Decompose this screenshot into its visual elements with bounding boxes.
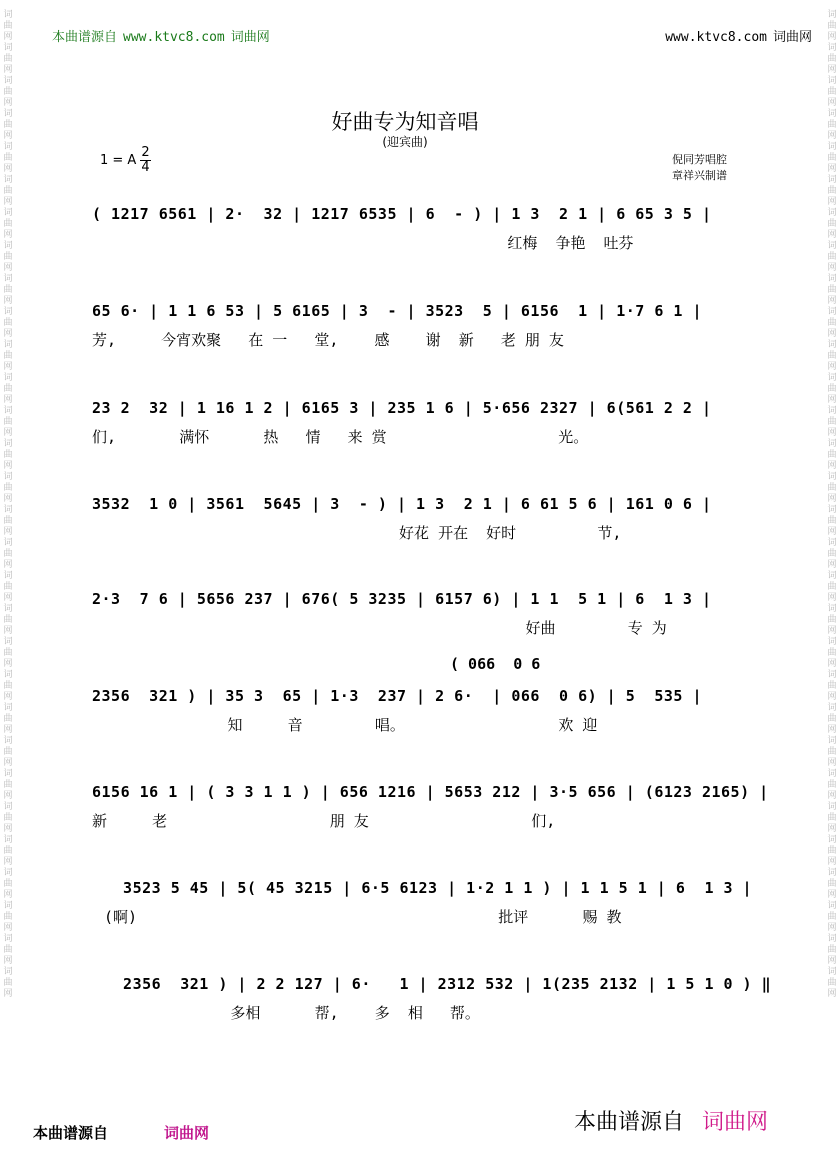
time-signature <box>140 146 150 175</box>
time-signature-top: 2 <box>141 145 150 160</box>
header-source-prefix: 本曲谱源自 <box>52 30 118 45</box>
footer-left-link[interactable]: 词曲网 <box>164 1124 210 1142</box>
credits <box>672 152 727 184</box>
key-label: 1 = A <box>100 153 137 168</box>
score-row <box>104 879 769 949</box>
notation-line: 2356 321 ) | 35 3 65 | 1·3 237 | 2 6· | 066 0 6) | 5 535 | <box>92 687 702 705</box>
score-row <box>92 399 757 469</box>
notation-line: 3532 1 0 | 3561 5645 | 3 - ) | 1 3 2 1 | 6 61 5 6 | 161 0 6 | <box>92 495 712 513</box>
song-title: 好曲专为知音唱 <box>331 110 479 134</box>
score-row <box>104 975 772 1045</box>
lyric-line: 好曲 专 为 <box>92 619 667 637</box>
score-row <box>92 495 757 565</box>
notation-line: 3523 5 45 | 5( 45 3215 | 6·5 6123 | 1·2 1 1 ) | 1 1 5 1 | 6 1 3 | <box>104 879 753 897</box>
notation-line: 65 6· | 1 1 6 53 | 5 6165 | 3 - | 3523 5 | 6156 1 | 1·7 6 1 | <box>92 302 702 320</box>
notation-line: 2·3 7 6 | 5656 237 | 676( 5 3235 | 6157 6) | 1 1 5 1 | 6 1 3 | <box>92 590 712 608</box>
lyric-line: 芳, 今宵欢聚 在 一 堂, 感 谢 新 老 朋 友 <box>92 331 564 349</box>
score-row <box>92 783 769 853</box>
footer-right-text: 本曲谱源自 <box>574 1110 685 1135</box>
footer-right-link[interactable]: 词曲网 <box>702 1110 769 1135</box>
watermark-left: 词曲网词曲网词曲网词曲网词曲网词曲网词曲网词曲网词曲网词曲网词曲网词曲网词曲网词曲网词曲网词曲网词曲网词曲网词曲网词曲网词曲网词曲网词曲网词曲网词曲网词曲网词曲网词曲网词曲网词曲网 <box>3 10 13 999</box>
score-row <box>92 302 757 372</box>
lyric-line: 新 老 朋 友 们, <box>92 812 556 830</box>
lyric-line: (啊) 批评 赐 教 <box>104 908 622 926</box>
score-row <box>92 590 757 660</box>
notation-line: 23 2 32 | 1 16 1 2 | 6165 3 | 235 1 6 | 5·656 2327 | 6(561 2 2 | <box>92 399 712 417</box>
lyric-line: 好花 开在 好时 节, <box>92 524 622 542</box>
credit-notation: 章祥兴制谱 <box>672 169 727 182</box>
score-row <box>92 205 757 275</box>
header-source <box>52 26 270 45</box>
score-row <box>92 687 757 757</box>
header-site-link <box>665 26 812 45</box>
header-right-url[interactable]: www.ktvc8.com <box>665 30 767 45</box>
header-source-url[interactable]: www.ktvc8.com <box>123 30 225 45</box>
watermark-right: 词曲网词曲网词曲网词曲网词曲网词曲网词曲网词曲网词曲网词曲网词曲网词曲网词曲网词曲网词曲网词曲网词曲网词曲网词曲网词曲网词曲网词曲网词曲网词曲网词曲网词曲网词曲网词曲网词曲网词曲网 <box>827 10 837 999</box>
lyric-line: 们, 满怀 热 情 来 赏 光。 <box>92 428 589 446</box>
header-right-site[interactable]: 词曲网 <box>772 30 812 45</box>
footer-right <box>574 1105 768 1136</box>
lyric-line: 红梅 争艳 吐芬 <box>92 234 634 252</box>
credit-singer: 倪同芳唱腔 <box>672 153 727 166</box>
lyric-line: 知 音 唱。 欢 迎 <box>92 716 598 734</box>
notation-line: ( 1217 6561 | 2· 32 | 1217 6535 | 6 - ) | 1 3 2 1 | 6 65 3 5 | <box>92 205 712 223</box>
song-subtitle: (迎宾曲) <box>382 135 428 149</box>
header-source-site[interactable]: 词曲网 <box>230 30 270 45</box>
footer-left <box>33 1122 209 1143</box>
ornament-fragment: ( 066 0 6 <box>450 655 541 673</box>
footer-left-text: 本曲谱源自 <box>33 1124 109 1142</box>
notation-line: 6156 16 1 | ( 3 3 1 1 ) | 656 1216 | 5653 212 | 3·5 656 | (6123 2165) | <box>92 783 769 801</box>
lyric-line: 多相 帮, 多 相 帮。 <box>104 1004 480 1022</box>
time-signature-bottom: 4 <box>141 160 150 175</box>
notation-line: 2356 321 ) | 2 2 127 | 6· 1 | 2312 532 | 1(235 2132 | 1 5 1 0 ) ‖ <box>104 975 772 993</box>
key-signature <box>100 146 151 175</box>
